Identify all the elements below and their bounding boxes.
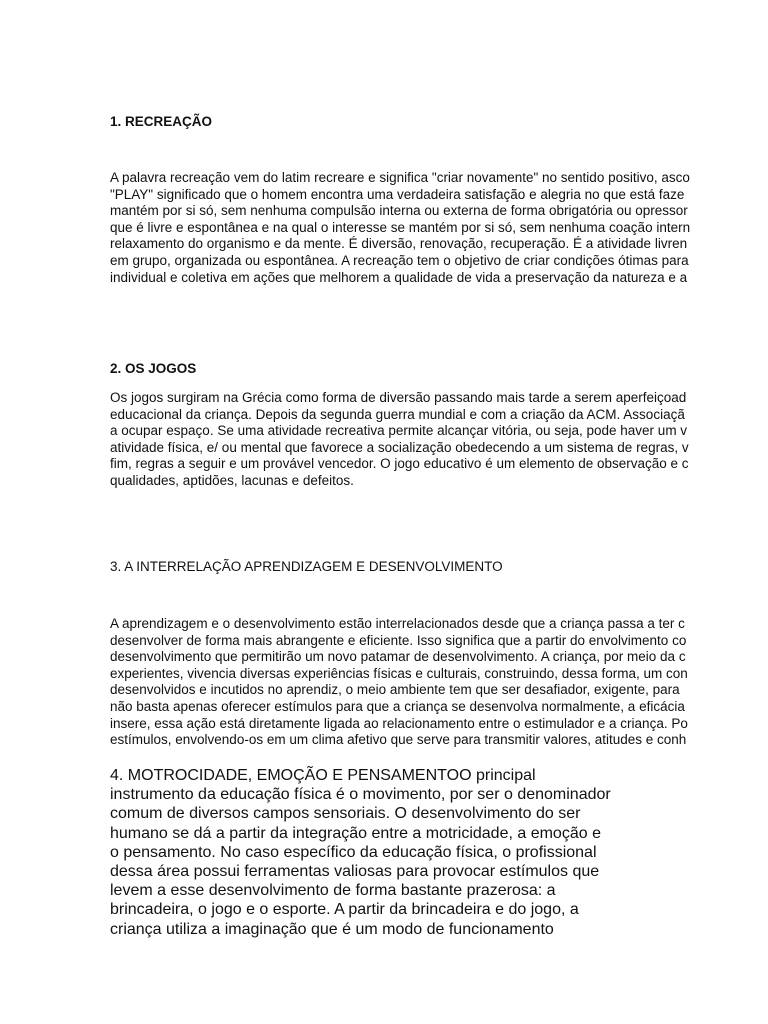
paragraph-recreacao [110, 170, 768, 286]
text-line: estímulos, envolvendo-os em um clima afetivo que serve para transmitir valores, atitudes e conh [110, 732, 687, 748]
section-heading-os-jogos: 2. OS JOGOS [110, 361, 197, 376]
paragraph-interrelacao [110, 616, 768, 749]
text-line: a ocupar espaço. Se uma atividade recreativa permite alcançar vitória, ou seja, pode haver um v [110, 423, 688, 439]
text-line: A aprendizagem e o desenvolvimento estão interrelacionados desde que a criança passa a ter c [110, 616, 685, 631]
text-line: desenvolvimento que permitirão um novo patamar de desenvolvimento. A criança, por meio da c [110, 649, 686, 665]
section-heading-recreacao: 1. RECREAÇÃO [110, 114, 213, 129]
text-line: brincadeira, o jogo e o esporte. A partir da brincadeira e do jogo, a [110, 901, 579, 919]
text-line: qualidades, aptidões, lacunas e defeitos. [110, 472, 354, 488]
text-line: relaxamento do organismo e da mente. É diversão, renovação, recuperação. É a atividade livren [110, 236, 688, 252]
text-line: mantém por si só, sem nenhuma compulsão interna ou externa de forma obrigatória ou opressor [110, 203, 688, 219]
text-line: que é livre e espontânea e na qual o interesse se mantém por si só, sem nenhuma coação intern [110, 219, 691, 235]
text-line: atividade física, e/ ou mental que favorece a socialização obedecendo a um sistema de regras, v [110, 439, 689, 455]
text-line: dessa área possui ferramentas valiosas para provocar estímulos que [110, 862, 600, 880]
text-line: o pensamento. No caso específico da educação física, o profissional [110, 843, 597, 861]
text-line: insere, essa ação está diretamente ligada ao relacionamento entre o estimulador e a criança. Po [110, 715, 688, 731]
text-line: experientes, vivencia diversas experiências físicas e culturais, construindo, dessa forma, um con [110, 665, 688, 681]
text-line: desenvolvidos e incutidos no aprendiz, o meio ambiente tem que ser desafiador, exigente, para [110, 682, 680, 698]
text-line: não basta apenas oferecer estímulos para que a criança se desenvolva normalmente, a eficácia [110, 698, 685, 714]
text-line: comum de diversos campos sensoriais. O desenvolvimento do ser [110, 805, 581, 823]
text-line: humano se dá a partir da integração entre a motricidade, a emoção e [110, 824, 601, 842]
section-heading-interrelacao: 3. A INTERRELAÇÃO APRENDIZAGEM E DESENVOLVIMENTO [110, 559, 503, 574]
text-line: levem a esse desenvolvimento de forma bastante prazerosa: a [110, 882, 556, 900]
text-line: desenvolver de forma mais abrangente e eficiente. Isso significa que a partir do envolvimento co [110, 632, 687, 648]
paragraph-motricidade [110, 766, 768, 939]
text-line: A palavra recreação vem do latim recreare e significa "criar novamente" no sentido positivo, asco [110, 170, 690, 185]
text-line: fim, regras a seguir e um provável vencedor. O jogo educativo é um elemento de observação e c [110, 456, 689, 472]
text-line: criança utiliza a imaginação que é um modo de funcionamento [110, 920, 554, 938]
text-line: educacional da criança. Depois da segunda guerra mundial e com a criação da ACM. Associaçã [110, 406, 685, 422]
text-line: individual e coletiva em ações que melhorem a qualidade de vida a preservação da natureza e a [110, 269, 688, 285]
text-line: instrumento da educação física é o movimento, por ser o denominador [110, 786, 611, 804]
text-line: "PLAY" significado que o homem encontra uma verdadeira satisfação e alegria no que está faze [110, 186, 685, 202]
paragraph-os-jogos [110, 390, 768, 490]
text-line: em grupo, organizada ou espontânea. A recreação tem o objetivo de criar condições ótimas para [110, 252, 689, 268]
text-line: 4. MOTROCIDADE, EMOÇÃO E PENSAMENTOO principal [110, 767, 536, 784]
text-line: Os jogos surgiram na Grécia como forma de diversão passando mais tarde a serem aperfeiçoad [110, 390, 687, 405]
